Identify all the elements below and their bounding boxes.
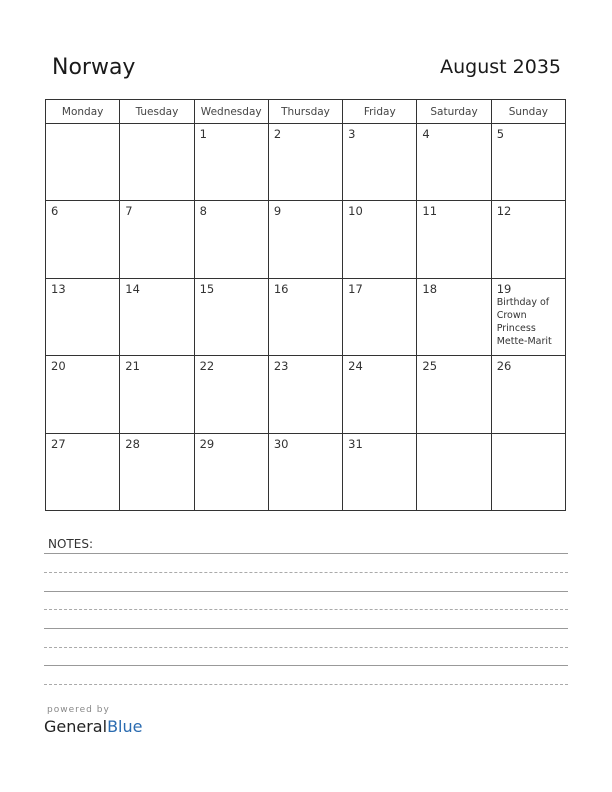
weekday-header-row — [46, 100, 566, 124]
day-cell — [343, 278, 417, 355]
day-cell — [268, 201, 342, 278]
day-cell — [194, 356, 268, 433]
day-number: 2 — [273, 127, 282, 141]
day-cell — [194, 433, 268, 510]
month-year-title: August 2035 — [440, 56, 561, 78]
day-cell — [491, 201, 565, 278]
weekday-thursday: Thursday — [268, 100, 342, 124]
day-cell — [46, 356, 120, 433]
day-cell — [343, 356, 417, 433]
day-number: 14 — [125, 281, 140, 296]
week-row — [46, 201, 566, 278]
day-number: 6 — [51, 204, 59, 219]
notes-line — [44, 628, 568, 629]
day-cell — [194, 278, 268, 355]
day-number: 11 — [422, 204, 438, 219]
brand-general: General — [44, 717, 108, 736]
day-cell — [194, 201, 268, 278]
day-cell — [268, 433, 342, 510]
day-number: 10 — [348, 204, 363, 219]
holiday-event-line: Birthday of — [496, 296, 550, 308]
week-row — [46, 124, 566, 201]
day-number: 27 — [51, 436, 66, 451]
day-number: 12 — [496, 204, 512, 219]
day-number: 13 — [51, 281, 66, 296]
calendar-grid — [45, 99, 566, 511]
day-cell — [120, 201, 194, 278]
day-cell — [417, 201, 491, 278]
day-cell — [46, 201, 120, 278]
day-cell — [343, 201, 417, 278]
weekday-tuesday: Tuesday — [120, 100, 194, 124]
holiday-event-line: Crown — [496, 309, 527, 321]
day-number: 28 — [125, 436, 140, 451]
day-number: 15 — [199, 281, 215, 296]
day-cell — [120, 356, 194, 433]
notes-line — [44, 665, 568, 666]
brand-blue: Blue — [107, 717, 143, 736]
day-number: 1 — [199, 127, 207, 141]
day-cell — [268, 356, 342, 433]
day-number: 17 — [348, 281, 363, 296]
day-cell — [120, 124, 194, 201]
weekday-friday: Friday — [343, 100, 417, 124]
day-number: 8 — [199, 204, 207, 219]
powered-by-text: powered by — [47, 705, 110, 715]
holiday-event-line: Princess — [496, 322, 536, 334]
day-cell — [46, 278, 120, 355]
day-number: 29 — [199, 436, 215, 451]
day-number: 7 — [125, 204, 133, 219]
day-number: 18 — [422, 281, 438, 296]
day-number: 19 — [496, 281, 512, 296]
day-cell — [491, 433, 565, 510]
day-cell — [491, 278, 565, 355]
calendar-body — [46, 124, 566, 511]
day-cell — [417, 433, 491, 510]
day-number: 22 — [199, 359, 215, 374]
day-cell — [417, 356, 491, 433]
day-number: 3 — [348, 127, 356, 141]
day-cell — [120, 433, 194, 510]
day-number: 26 — [496, 359, 512, 374]
day-cell — [343, 433, 417, 510]
week-row — [46, 356, 566, 433]
day-cell — [417, 278, 491, 355]
day-cell — [46, 433, 120, 510]
weekday-sunday: Sunday — [491, 100, 565, 124]
notes-label: NOTES: — [48, 537, 93, 551]
country-title: Norway — [52, 55, 136, 80]
day-number: 24 — [348, 359, 363, 374]
weekday-saturday: Saturday — [417, 100, 491, 124]
day-cell — [491, 124, 565, 201]
day-number: 4 — [422, 127, 430, 141]
weekday-monday: Monday — [46, 100, 120, 124]
holiday-event-line: Mette-Marit — [496, 335, 552, 347]
day-number: 20 — [51, 359, 66, 374]
notes-line — [44, 684, 568, 685]
day-number: 23 — [273, 359, 289, 374]
notes-line — [44, 572, 568, 573]
day-cell — [417, 124, 491, 201]
day-number: 16 — [273, 281, 289, 296]
day-cell — [268, 278, 342, 355]
notes-line — [44, 609, 568, 610]
week-row — [46, 278, 566, 355]
notes-line — [44, 591, 568, 592]
day-number: 30 — [273, 436, 289, 451]
day-cell — [343, 124, 417, 201]
notes-line — [44, 647, 568, 648]
day-cell — [120, 278, 194, 355]
day-cell — [491, 356, 565, 433]
day-cell — [268, 124, 342, 201]
day-number: 31 — [348, 436, 363, 451]
day-number: 9 — [273, 204, 282, 219]
generalblue-logo — [44, 717, 142, 736]
weekday-wednesday: Wednesday — [194, 100, 268, 124]
week-row — [46, 433, 566, 510]
day-cell — [46, 124, 120, 201]
notes-line — [44, 553, 568, 554]
day-cell — [194, 124, 268, 201]
day-number: 25 — [422, 359, 438, 374]
day-number: 5 — [496, 127, 505, 141]
day-number: 21 — [125, 359, 140, 374]
